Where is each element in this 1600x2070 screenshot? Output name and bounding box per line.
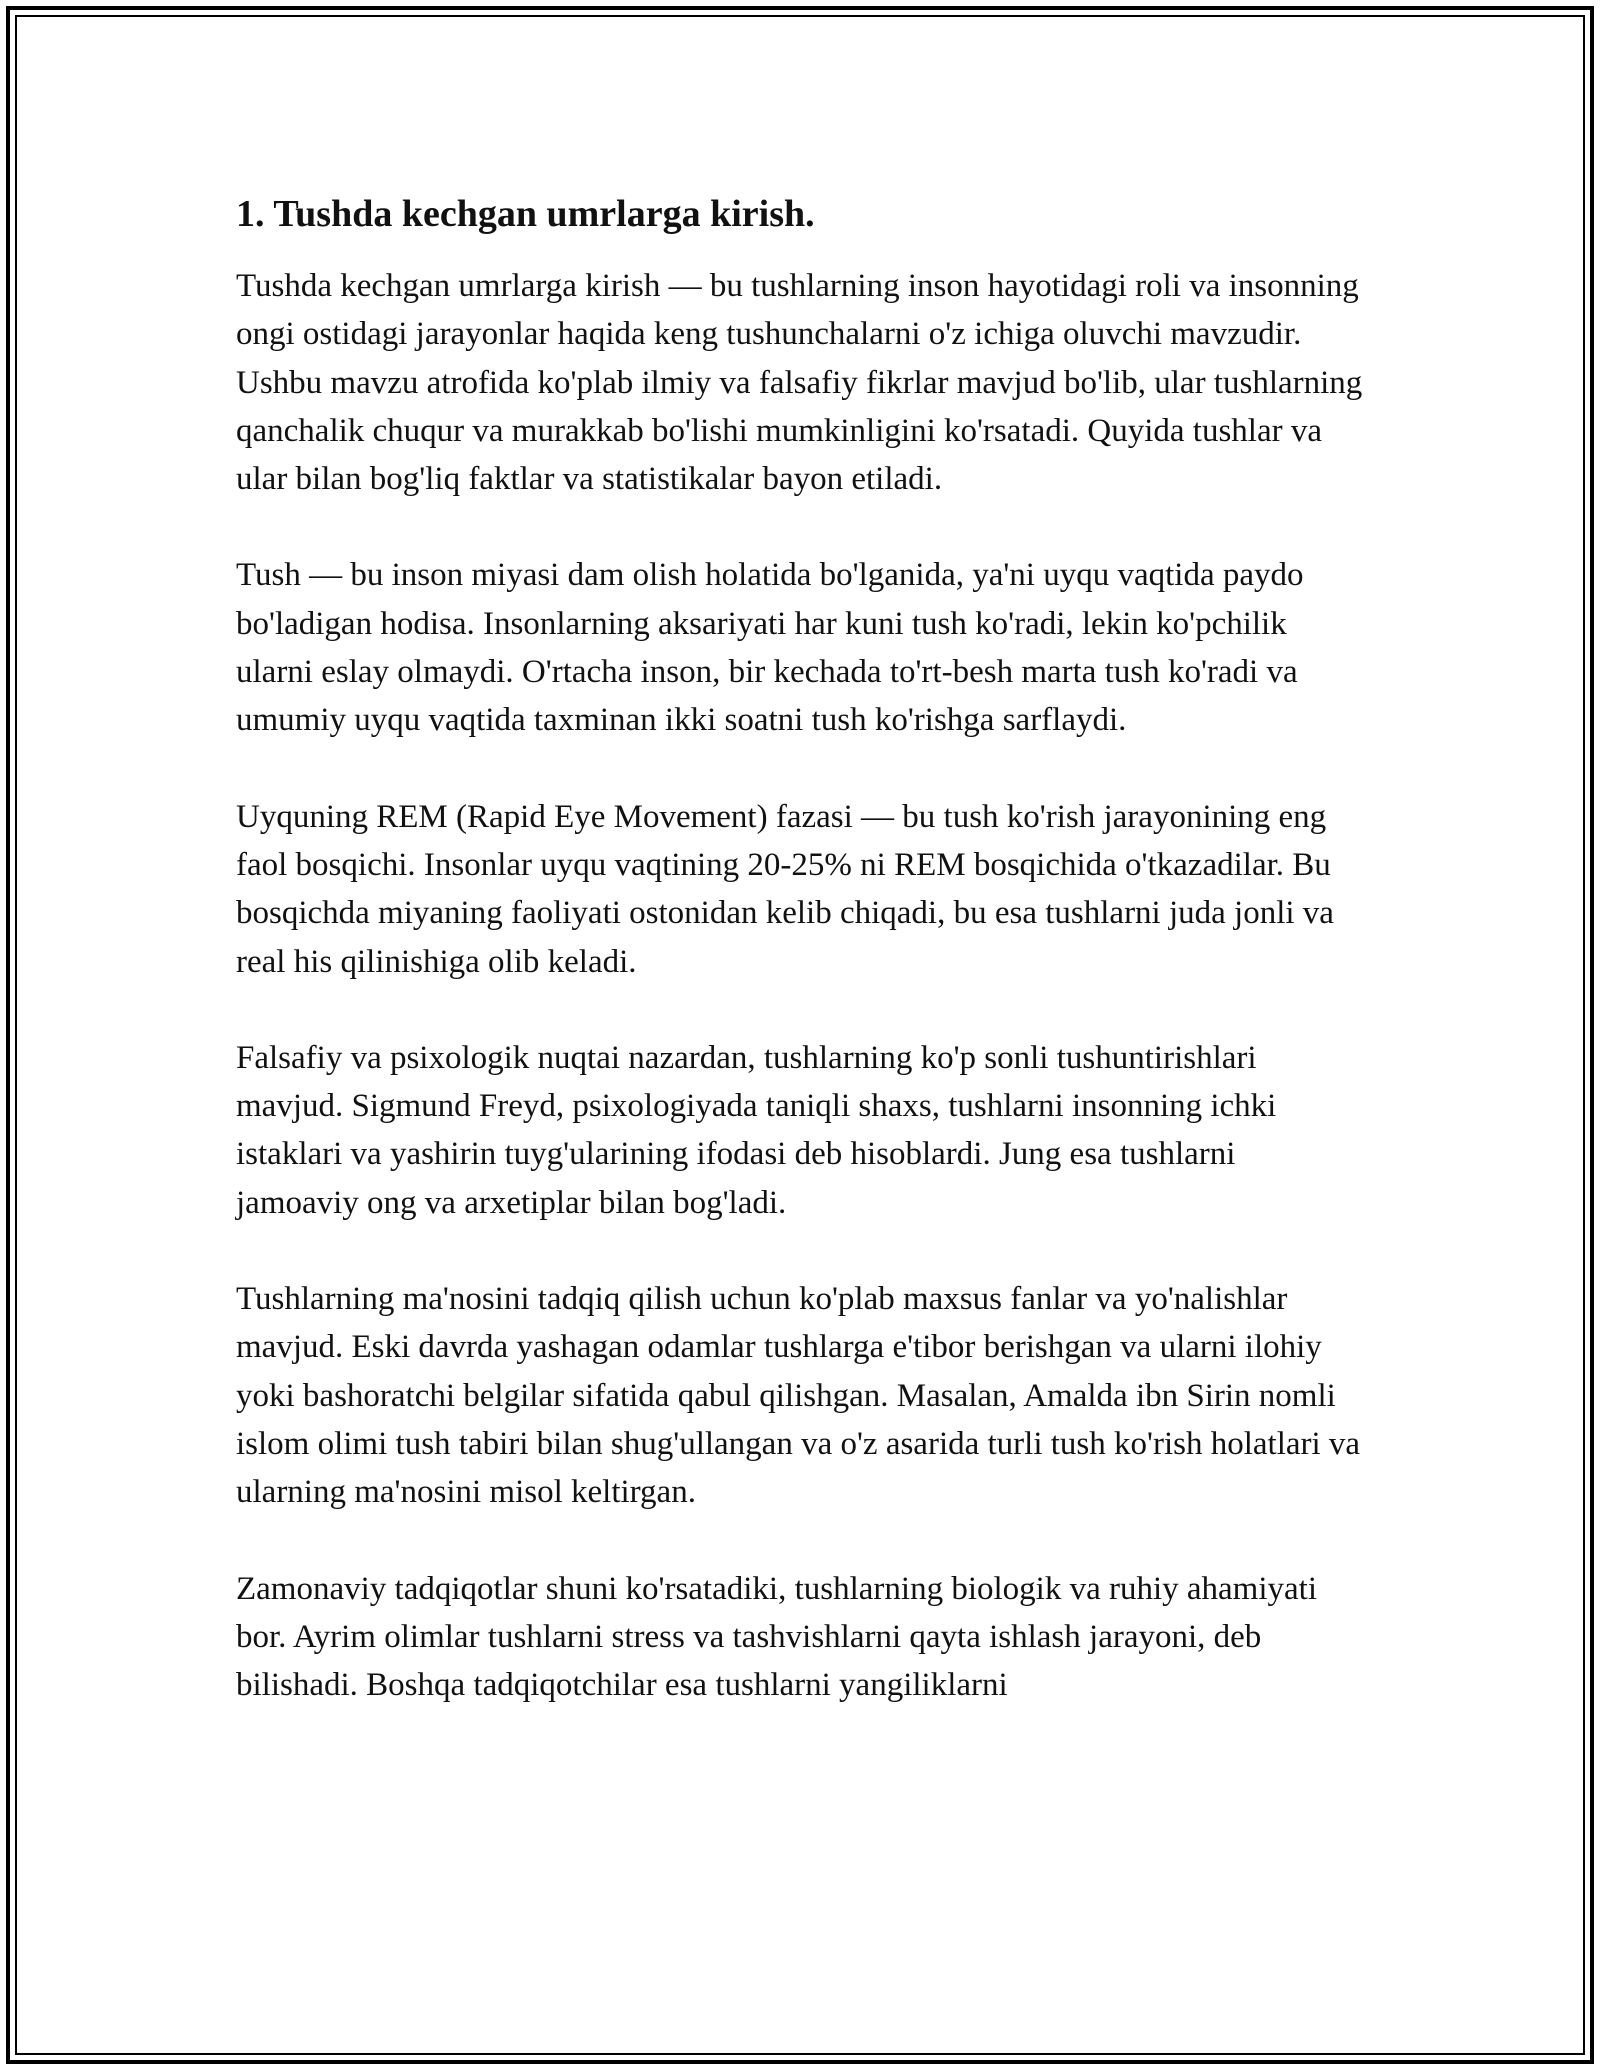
paragraph-1: Tushda kechgan umrlarga kirish — bu tushlarning inson hayotidagi roli va insonning ongi ostidagi jarayonlar haqida keng tushunchalarni o'z ichiga oluvchi mavzudir. Ushbu mavzu atrofida ko'plab ilmiy va falsafiy fikrlar mavjud bo'lib, ular tushlarning qanchalik chuqur va murakkab bo'lishi mumkinligini ko'rsatadi. Quyida tushlar va ular bilan bog'liq faktlar va statistikalar bayon etiladi.	[236, 268, 1363, 498]
paragraph-5: Tushlarning ma'nosini tadqiq qilish uchun ko'plab maxsus fanlar va yo'nalishlar mavjud. Eski davrda yashagan odamlar tushlarga e'tibor berishgan va ularni ilohiy yoki bashoratchi belgilar sifatida qabul qilishgan. Masalan, Amalda ibn Sirin nomli islom olimi tush tabiri bilan shug'ullangan va o'z asarida turli tush ko'rish holatlari va ularning ma'nosini misol keltirgan.	[236, 1281, 1361, 1511]
section-heading: 1. Tushda kechgan umrlarga kirish.	[236, 193, 815, 235]
paragraph-3: Uyquning REM (Rapid Eye Movement) fazasi — bu tush ko'rish jarayonining eng faol bosqichi. Insonlar uyqu vaqtining 20-25% ni REM bosqichida o'tkazadilar. Bu bosqichda miyaning faoliyati ostonidan kelib chiqadi, bu esa tushlarni juda jonli va real his qilinishiga olib keladi.	[236, 798, 1334, 980]
paragraph-4: Falsafiy va psixologik nuqtai nazardan, tushlarning ko'p sonli tushuntirishlari mavjud. Sigmund Freyd, psixologiyada taniqli shaxs, tushlarni insonning ichki istaklari va yashirin tuyg'ularining ifodasi deb hisoblardi. Jung esa tushlarni jamoaviy ong va arxetiplar bilan bog'ladi.	[236, 1039, 1277, 1221]
paragraph-6: Zamonaviy tadqiqotlar shuni ko'rsatadiki, tushlarning biologik va ruhiy ahamiyati bor. Ayrim olimlar tushlarni stress va tashvishlarni qayta ishlash jarayoni, deb bilishadi. Boshqa tadqiqotchilar esa tushlarni yangiliklarni	[236, 1570, 1317, 1704]
paragraph-2: Tush — bu inson miyasi dam olish holatida bo'lganida, ya'ni uyqu vaqtida paydo bo'ladigan hodisa. Insonlarning aksariyati har kuni tush ko'radi, lekin ko'pchilik ularni eslay olmaydi. O'rtacha inson, bir kechada to'rt-besh marta tush ko'radi va umumiy uyqu vaqtida taxminan ikki soatni tush ko'rishga sarflaydi.	[236, 557, 1304, 739]
document-body	[236, 186, 1364, 1757]
